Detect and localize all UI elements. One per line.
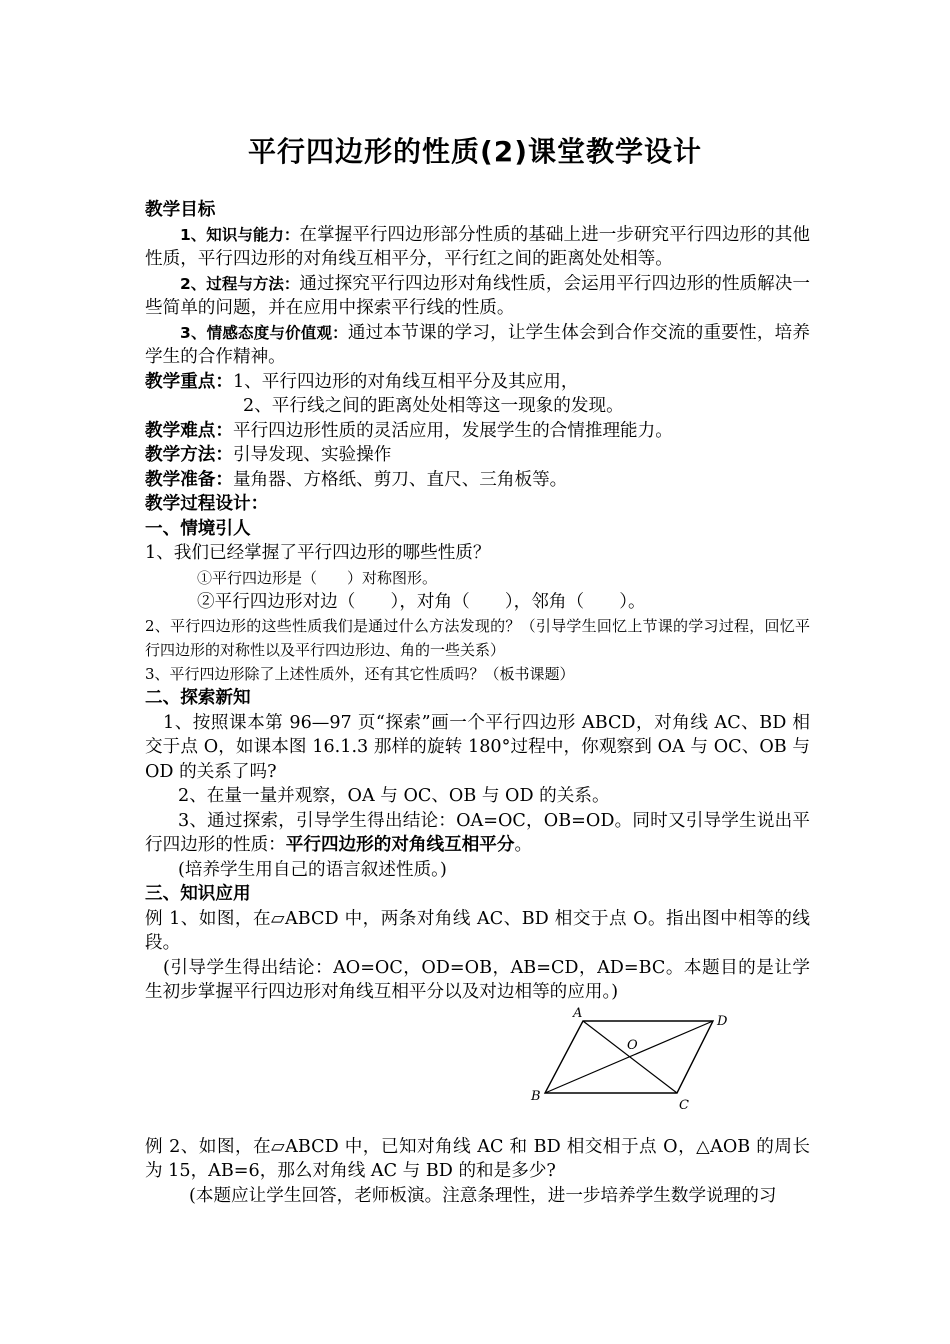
preparation-text: 量角器、方格纸、剪刀、直尺、三角板等。 [232, 469, 568, 490]
example-1-note: (引导学生得出结论：AO=OC，OD=OB，AB=CD，AD=BC。本题目的是让学生初步掌握平行四边形对角线互相平分以及对边相等的应用。) [145, 957, 810, 1002]
section-1-q1b: ②平行四边形对边（ ），对角（ ），邻角（ ）。 [197, 591, 646, 612]
section-2-heading: 二、探索新知 [145, 688, 251, 708]
section-3-heading: 三、知识应用 [145, 884, 251, 904]
difficulty-text: 平行四边形性质的灵活应用，发展学生的合情推理能力。 [232, 420, 673, 441]
section-2-p1: 1、按照课本第 96—97 页“探索”画一个平行四边形 ABCD，对角线 AC、BD 相交于点 O，如课本图 16.1.3 那样的旋转 180°过程中，你观察到 OA 与 OC、OB 与 OD 的关系了吗? [145, 712, 810, 782]
difficulty [145, 419, 810, 444]
section-1-q1a: ①平行四边形是（ ）对称图形。 [197, 568, 438, 587]
objective-2 [145, 272, 810, 321]
parallelogram-figure [525, 1005, 745, 1115]
objective-1-text: 在掌握平行四边形部分性质的基础上进一步研究平行四边形的其他性质，平行四边形的对角线互相平分，平行红之间的距离处处相等。 [145, 224, 810, 269]
key-points-line-1: 1、平行四边形的对角线互相平分及其应用， [232, 371, 579, 392]
page-title: 平行四边形的性质(2)课堂教学设计 [247, 135, 703, 168]
section-1-q3: 3、平行四边形除了上述性质外，还有其它性质吗？（板书课题） [145, 665, 575, 683]
process-heading: 教学过程设计： [145, 494, 269, 514]
label-d: D [717, 1013, 728, 1029]
section-2-p3-post: 。 [514, 835, 533, 855]
key-points-label: 教学重点： [145, 371, 233, 392]
label-o: O [627, 1037, 638, 1053]
figure-container [145, 1005, 810, 1135]
objective-1-label: 1、知识与能力： [180, 225, 300, 244]
label-a: A [573, 1005, 583, 1021]
section-2-p3-bold: 平行四边形的对角线互相平分 [285, 835, 515, 855]
preparation [145, 468, 810, 493]
objectives-heading: 教学目标 [145, 200, 216, 220]
section-1-q1: 1、我们已经掌握了平行四边形的哪些性质？ [145, 543, 491, 563]
document-body [145, 198, 810, 1208]
objective-3 [145, 321, 810, 370]
example-2: 例 2、如图，在▱ABCD 中，已知对角线 AC 和 BD 相交相于点 O，△AOB 的周长为 15，AB=6，那么对角线 AC 与 BD 的和是多少? [145, 1136, 810, 1181]
objective-1 [145, 223, 810, 272]
label-b: B [531, 1088, 541, 1104]
example-1: 例 1、如图，在▱ABCD 中，两条对角线 AC、BD 相交于点 O。指出图中相等的线段。 [145, 908, 810, 953]
section-1-q2: 2、平行四边形的这些性质我们是通过什么方法发现的？（引导学生回忆上节课的学习过程，回忆平行四边形的对称性以及平行四边形边、角的一些关系） [145, 617, 810, 659]
example-2-note: (本题应让学生回答，老师板演。注意条理性，进一步培养学生数学说理的习 [189, 1185, 777, 1206]
section-2-p2: 2、在量一量并观察，OA 与 OC、OB 与 OD 的关系。 [178, 786, 610, 806]
section-2-p4: (培养学生用自己的语言叙述性质。) [178, 859, 447, 880]
label-c: C [679, 1097, 689, 1113]
section-1-heading: 一、情境引人 [145, 518, 251, 539]
key-points-line-2: 2、平行线之间的距离处处相等这一现象的发现。 [243, 396, 624, 416]
section-2-p3-pre: 3、通过探索，引导学生得出结论：OA=OC，OB=OD。同时又引导学生说出平行四边形的性质： [145, 810, 810, 855]
key-points [145, 370, 810, 395]
preparation-label: 教学准备： [145, 469, 233, 490]
method-label: 教学方法： [145, 445, 233, 465]
objective-2-text: 通过探究平行四边形对角线性质，会运用平行四边形的性质解决一些简单的问题，并在应用中探索平行线的性质。 [145, 273, 810, 318]
section-2-p3 [145, 809, 810, 858]
objective-2-label: 2、过程与方法： [180, 274, 300, 293]
objective-3-text: 通过本节课的学习，让学生体会到合作交流的重要性，培养学生的合作精神。 [145, 322, 810, 367]
diagonal-bd [545, 1021, 713, 1093]
method [145, 443, 810, 468]
objective-3-label: 3、情感态度与价值观： [180, 323, 348, 342]
difficulty-label: 教学难点： [145, 420, 233, 441]
method-text: 引导发现、实验操作 [232, 445, 392, 465]
